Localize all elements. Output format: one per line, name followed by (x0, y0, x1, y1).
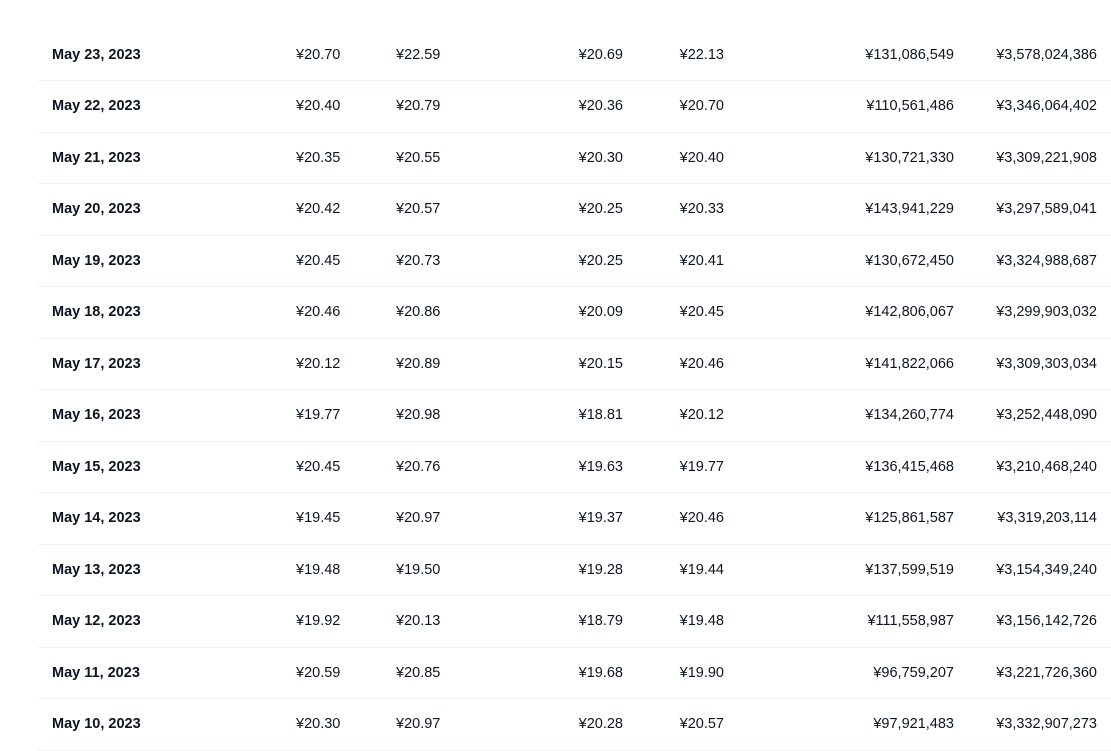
market-cap-cell: ¥3,210,468,240 (954, 441, 1111, 493)
close-price-cell: ¥20.70 (623, 81, 724, 133)
high-price-cell: ¥20.55 (396, 132, 496, 184)
low-price-cell: ¥18.81 (496, 390, 623, 442)
date-cell: May 16, 2023 (38, 390, 248, 442)
date-cell: May 15, 2023 (38, 441, 248, 493)
table-row (38, 132, 1111, 184)
date-cell: May 13, 2023 (38, 544, 248, 596)
historical-data-rows (38, 29, 1111, 750)
date-cell: May 17, 2023 (38, 338, 248, 390)
open-price-cell: ¥20.59 (248, 647, 396, 699)
table-row (38, 81, 1111, 133)
open-price-cell: ¥20.30 (248, 699, 396, 751)
table-row (38, 493, 1111, 545)
open-price-cell: ¥19.48 (248, 544, 396, 596)
close-price-cell: ¥20.46 (623, 338, 724, 390)
date-cell: May 20, 2023 (38, 184, 248, 236)
close-price-cell: ¥20.57 (623, 699, 724, 751)
close-price-cell: ¥20.45 (623, 287, 724, 339)
open-price-cell: ¥20.35 (248, 132, 396, 184)
low-price-cell: ¥20.30 (496, 132, 623, 184)
low-price-cell: ¥20.69 (496, 29, 623, 81)
high-price-cell: ¥20.76 (396, 441, 496, 493)
high-price-cell: ¥20.98 (396, 390, 496, 442)
date-cell: May 19, 2023 (38, 235, 248, 287)
table-row (38, 235, 1111, 287)
low-price-cell: ¥20.09 (496, 287, 623, 339)
date-cell: May 14, 2023 (38, 493, 248, 545)
close-price-cell: ¥20.33 (623, 184, 724, 236)
high-price-cell: ¥20.57 (396, 184, 496, 236)
close-price-cell: ¥19.77 (623, 441, 724, 493)
market-cap-cell: ¥3,578,024,386 (954, 29, 1111, 81)
table-row (38, 699, 1111, 751)
table-row (38, 596, 1111, 648)
historical-data-table-container (38, 29, 1097, 751)
high-price-cell: ¥22.59 (396, 29, 496, 81)
volume-cell: ¥131,086,549 (724, 29, 954, 81)
open-price-cell: ¥20.70 (248, 29, 396, 81)
volume-cell: ¥134,260,774 (724, 390, 954, 442)
historical-data-table (38, 29, 1111, 751)
low-price-cell: ¥20.15 (496, 338, 623, 390)
low-price-cell: ¥19.37 (496, 493, 623, 545)
close-price-cell: ¥19.90 (623, 647, 724, 699)
volume-cell: ¥141,822,066 (724, 338, 954, 390)
table-row (38, 390, 1111, 442)
volume-cell: ¥96,759,207 (724, 647, 954, 699)
table-row (38, 287, 1111, 339)
date-cell: May 22, 2023 (38, 81, 248, 133)
open-price-cell: ¥19.77 (248, 390, 396, 442)
market-cap-cell: ¥3,221,726,360 (954, 647, 1111, 699)
date-cell: May 21, 2023 (38, 132, 248, 184)
open-price-cell: ¥19.92 (248, 596, 396, 648)
volume-cell: ¥137,599,519 (724, 544, 954, 596)
open-price-cell: ¥19.45 (248, 493, 396, 545)
volume-cell: ¥130,672,450 (724, 235, 954, 287)
market-cap-cell: ¥3,319,203,114 (954, 493, 1111, 545)
table-row (38, 184, 1111, 236)
high-price-cell: ¥19.50 (396, 544, 496, 596)
open-price-cell: ¥20.40 (248, 81, 396, 133)
table-row (38, 29, 1111, 81)
date-cell: May 10, 2023 (38, 699, 248, 751)
volume-cell: ¥136,415,468 (724, 441, 954, 493)
market-cap-cell: ¥3,299,903,032 (954, 287, 1111, 339)
volume-cell: ¥97,921,483 (724, 699, 954, 751)
table-row (38, 544, 1111, 596)
high-price-cell: ¥20.73 (396, 235, 496, 287)
date-cell: May 18, 2023 (38, 287, 248, 339)
market-cap-cell: ¥3,154,349,240 (954, 544, 1111, 596)
table-row (38, 441, 1111, 493)
low-price-cell: ¥18.79 (496, 596, 623, 648)
low-price-cell: ¥19.63 (496, 441, 623, 493)
low-price-cell: ¥20.36 (496, 81, 623, 133)
date-cell: May 23, 2023 (38, 29, 248, 81)
market-cap-cell: ¥3,346,064,402 (954, 81, 1111, 133)
market-cap-cell: ¥3,156,142,726 (954, 596, 1111, 648)
high-price-cell: ¥20.86 (396, 287, 496, 339)
high-price-cell: ¥20.89 (396, 338, 496, 390)
market-cap-cell: ¥3,324,988,687 (954, 235, 1111, 287)
date-cell: May 11, 2023 (38, 647, 248, 699)
market-cap-cell: ¥3,309,221,908 (954, 132, 1111, 184)
close-price-cell: ¥19.44 (623, 544, 724, 596)
volume-cell: ¥111,558,987 (724, 596, 954, 648)
high-price-cell: ¥20.97 (396, 699, 496, 751)
table-row (38, 338, 1111, 390)
low-price-cell: ¥20.28 (496, 699, 623, 751)
table-row (38, 647, 1111, 699)
volume-cell: ¥143,941,229 (724, 184, 954, 236)
high-price-cell: ¥20.13 (396, 596, 496, 648)
high-price-cell: ¥20.85 (396, 647, 496, 699)
low-price-cell: ¥20.25 (496, 235, 623, 287)
close-price-cell: ¥22.13 (623, 29, 724, 81)
open-price-cell: ¥20.12 (248, 338, 396, 390)
close-price-cell: ¥20.12 (623, 390, 724, 442)
open-price-cell: ¥20.46 (248, 287, 396, 339)
volume-cell: ¥130,721,330 (724, 132, 954, 184)
close-price-cell: ¥20.41 (623, 235, 724, 287)
open-price-cell: ¥20.45 (248, 235, 396, 287)
high-price-cell: ¥20.97 (396, 493, 496, 545)
low-price-cell: ¥19.68 (496, 647, 623, 699)
high-price-cell: ¥20.79 (396, 81, 496, 133)
open-price-cell: ¥20.42 (248, 184, 396, 236)
market-cap-cell: ¥3,332,907,273 (954, 699, 1111, 751)
close-price-cell: ¥20.46 (623, 493, 724, 545)
market-cap-cell: ¥3,297,589,041 (954, 184, 1111, 236)
low-price-cell: ¥19.28 (496, 544, 623, 596)
date-cell: May 12, 2023 (38, 596, 248, 648)
volume-cell: ¥142,806,067 (724, 287, 954, 339)
market-cap-cell: ¥3,309,303,034 (954, 338, 1111, 390)
market-cap-cell: ¥3,252,448,090 (954, 390, 1111, 442)
close-price-cell: ¥19.48 (623, 596, 724, 648)
close-price-cell: ¥20.40 (623, 132, 724, 184)
low-price-cell: ¥20.25 (496, 184, 623, 236)
volume-cell: ¥110,561,486 (724, 81, 954, 133)
volume-cell: ¥125,861,587 (724, 493, 954, 545)
open-price-cell: ¥20.45 (248, 441, 396, 493)
